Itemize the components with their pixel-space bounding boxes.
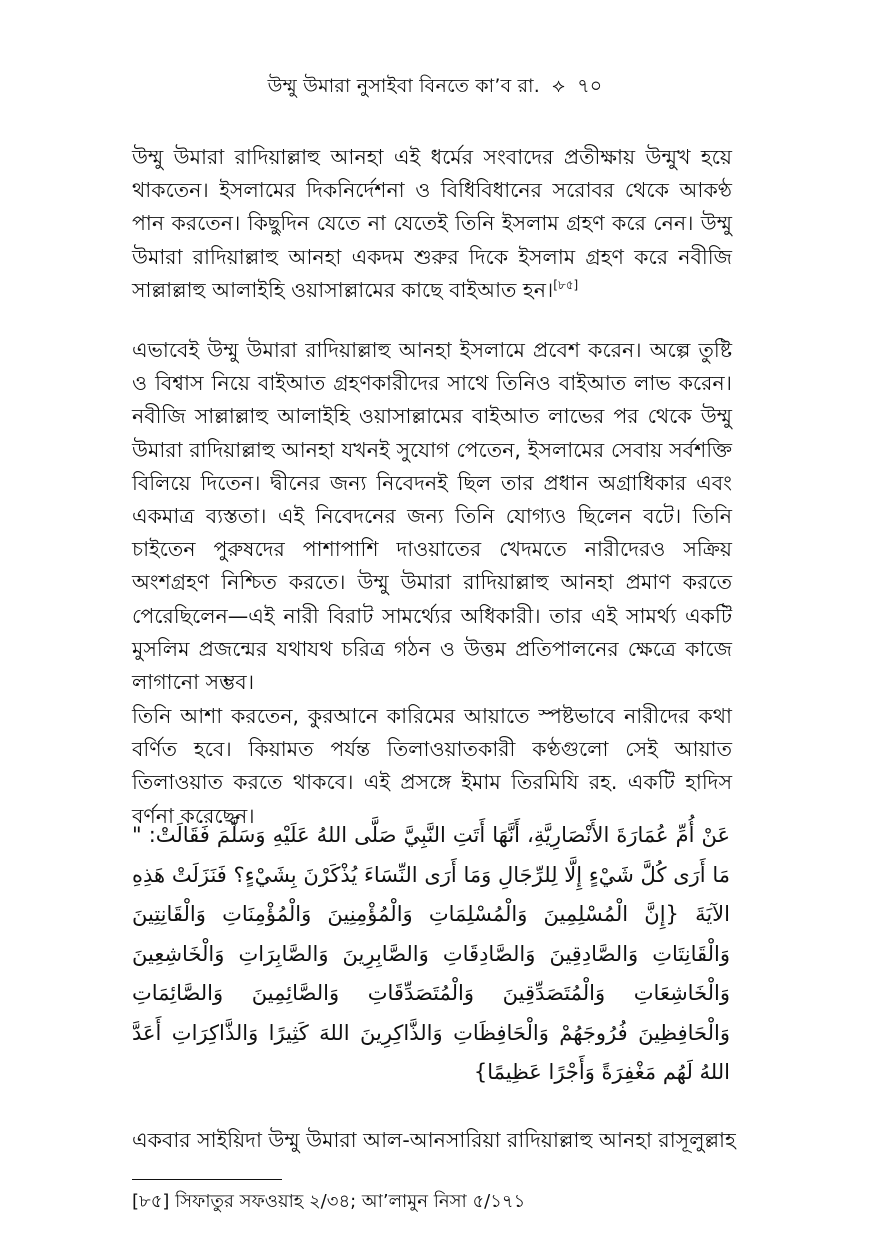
- page-number: ৭০: [577, 75, 603, 97]
- paragraph-3-text: তিনি আশা করতেন, কুরআনে কারিমের আয়াতে স্পষ্টভাবে নারীদের কথা বর্ণিত হবে। কিয়ামত পর্যন্ত তিলাওয়াতকারী কণ্ঠগুলো সেই আয়াত তিলাওয়াত করতে থাকবে। এই প্রসঙ্গে ইমাম তিরমিযি রহ. একটি হাদিস বর্ণনা করেছেন।: [132, 704, 732, 828]
- paragraph-4-text: একবার সাইয়িদা উম্মু উমারা আল-আনসারিয়া রাদিয়াল্লাহু আনহা রাসূলুল্লাহ: [132, 1128, 736, 1152]
- footnote-divider: [132, 1179, 282, 1180]
- paragraph-1-text: উম্মু উমারা রাদিয়াল্লাহু আনহা এই ধর্মের সংবাদের প্রতীক্ষায় উন্মুখ হয়ে থাকতেন। ইসলামের দিকনির্দেশনা ও বিধিবিধানের সরোবর থেকে আকণ্ঠ পান করতেন। কিছুদিন যেতে না যেতেই তিনি ইসলাম গ্রহণ করে নেন। উম্মু উমারা রাদিয়াল্লাহু আনহা একদম শুরুর দিকে ইসলাম গ্রহণ করে নবীজি সাল্লাল্লাহু আলাইহি ওয়াসাল্লামের কাছে বাইআত হন।: [132, 145, 732, 302]
- paragraph-2: [132, 334, 732, 699]
- footnote-marker: [৮৫]: [132, 1191, 170, 1212]
- footnote-reference[interactable]: [৮৫]: [553, 277, 579, 292]
- footnote-text: সিফাতুর সফওয়াহ ২/৩৪; আ’লামুন নিসা ৫/১৭১: [175, 1191, 526, 1212]
- paragraph-3: [132, 700, 732, 833]
- paragraph-2-text: এভাবেই উম্মু উমারা রাদিয়াল্লাহু আনহা ইসলামে প্রবেশ করেন। অল্পে তুষ্টি ও বিশ্বাস নিয়ে বাইআত গ্রহণকারীদের সাথে তিনিও বাইআত লাভ করেন। নবীজি সাল্লাল্লাহু আলাইহি ওয়াসাল্লামের বাইআত লাভের পর থেকে উম্মু উমারা রাদিয়াল্লাহু আনহা যখনই সুযোগ পেতেন, ইসলামের সেবায় সর্বশক্তি বিলিয়ে দিতেন। দ্বীনের জন্য নিবেদনই ছিল তার প্রধান অগ্রাধিকার এবং একমাত্র ব্যস্ততা। এই নিবেদনের জন্য তিনি যোগ্যও ছিলেন বটে। তিনি চাইতেন পুরুষদের পাশাপাশি দাওয়াতের খেদমতে নারীদেরও সক্রিয় অংশগ্রহণ নিশ্চিত করতে। উম্মু উমারা রাদিয়াল্লাহু আনহা প্রমাণ করতে পেরেছিলেন—এই নারী বিরাট সামর্থ্যের অধিকারী। তার এই সামর্থ্য একটি মুসলিম প্রজন্মের যথাযথ চরিত্র গঠন ও উত্তম প্রতিপালনের ক্ষেত্রে কাজে লাগানো সম্ভব।: [132, 338, 732, 695]
- ornament-separator-icon: ⟡: [552, 75, 565, 97]
- running-title: উম্মু উমারা নুসাইবা বিনতে কা’ব রা.: [267, 75, 540, 97]
- arabic-hadith-quote: عَنْ أُمِّ عُمَارَةَ الأَنْصَارِيَّةِ، أَنَّهَا أَتَتِ النَّبِيَّ صَلَّى اللهُ عَلَيْهِ وَسَلَّمَ فَقَالَتْ: " مَا أَرَى كُلَّ شَيْءٍ إِلَّا لِلرِّجَالِ وَمَا أَرَى النِّسَاءَ يُذْكَرْنَ بِشَيْءٍ؟ فَنَزَلَتْ هَذِهِ الآيَةَ {إِنَّ الْمُسْلِمِينَ وَالْمُسْلِمَاتِ وَالْمُؤْمِنِينَ وَالْمُؤْمِنَاتِ وَالْقَانِتِينَ وَالْقَانِتَاتِ وَالصَّادِقِينَ وَالصَّادِقَاتِ وَالصَّابِرِينَ وَالصَّابِرَاتِ وَالْخَاشِعِينَ وَالْخَاشِعَاتِ وَالْمُتَصَدِّقِينَ وَالْمُتَصَدِّقَاتِ وَالصَّائِمِينَ وَالصَّائِمَاتِ وَالْحَافِظِينَ فُرُوجَهُمْ وَالْحَافِظَاتِ وَالذَّاكِرِينَ اللهَ كَثِيرًا وَالذَّاكِرَاتِ أَعَدَّ اللهُ لَهُم مَغْفِرَةً وَأَجْرًا عَظِيمًا}: [132, 823, 730, 1084]
- running-header: [0, 72, 870, 104]
- footnote: [132, 1188, 525, 1216]
- paragraph-1: [132, 141, 732, 307]
